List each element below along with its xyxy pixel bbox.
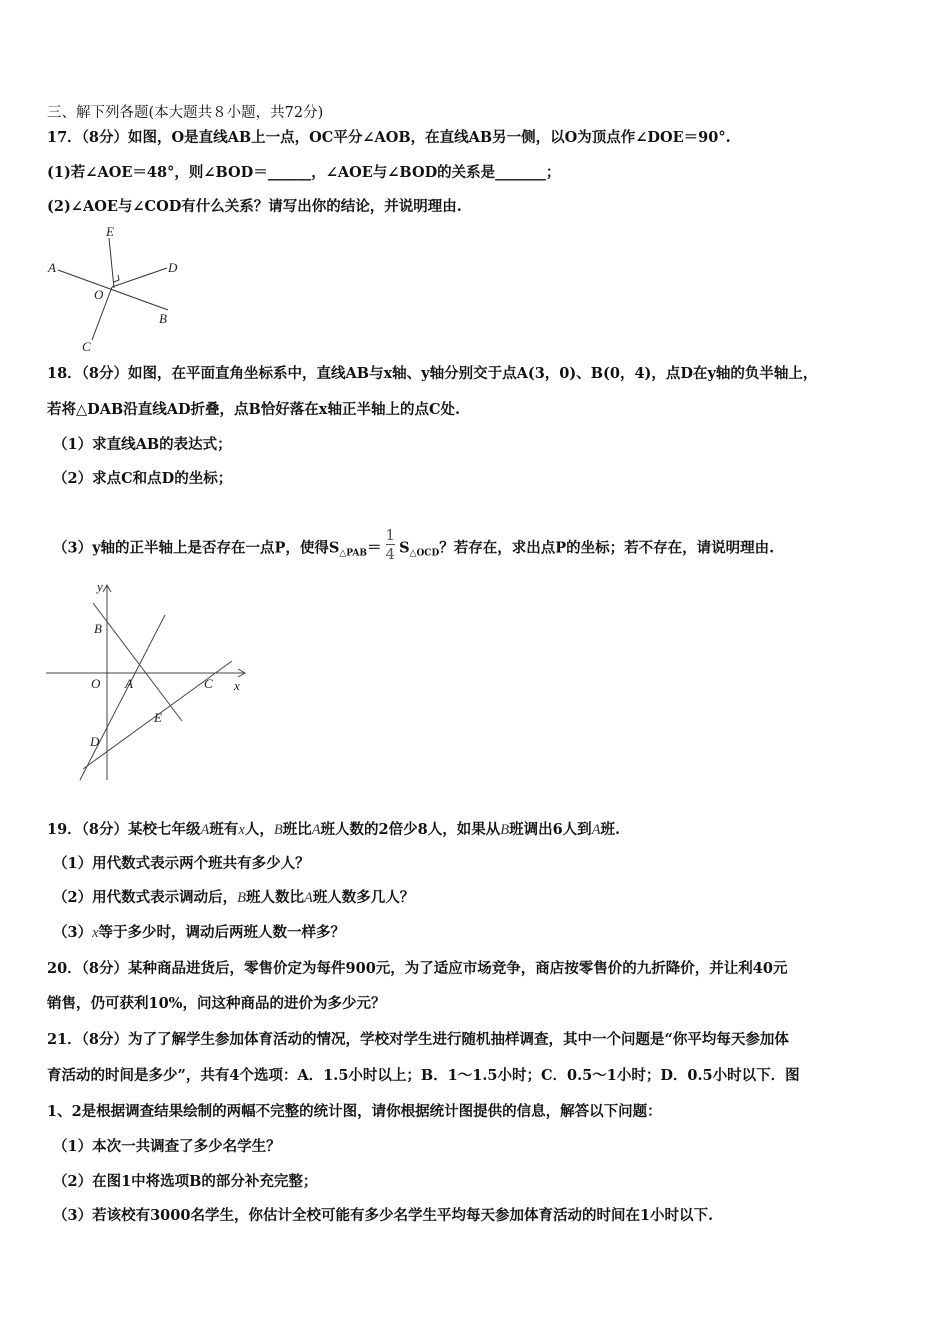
q21-part3: （3）若该校有3000名学生，你估计全校可能有多少名学生平均每天参加体育活动的时间在1小时以下. [53, 1207, 714, 1224]
q20-line2: 销售，仍可获利10%，问这种商品的进价为多少元？ [47, 995, 386, 1012]
q19-p2b: 班人数比 [245, 889, 304, 906]
q18-stem-line1: 18．（8分）如图，在平面直角坐标系中，直线AB与x轴、y轴分别交于点A(3，0)、B(0，4)，点D在y轴的负半轴上， [47, 365, 818, 382]
label-o: O [94, 287, 104, 302]
q18-eq: ＝ [367, 539, 382, 557]
q19-s1: 19．（8分）某校七年级 [47, 821, 201, 838]
right-angle-mark [114, 275, 119, 282]
q19-stem [47, 821, 620, 839]
q19-s5: 班人数的2倍少8人，如果从 [320, 821, 501, 838]
q21-line2: 育活动的时间是多少”，共有4个选项：A．1.5小时以上；B．1～1.5小时；C．0.5～1小时；D．0.5小时以下．图 [47, 1067, 800, 1084]
q18-part3-before: （3）y轴的正半轴上是否存在一点P，使得S [53, 539, 340, 557]
q17-part1: (1)若∠AOE＝48°，则∠BOD＝______，∠AOE与∠BOD的关系是_______； [47, 164, 561, 181]
q19-s4: 班比 [282, 821, 312, 838]
var-b: B [500, 822, 510, 838]
q19-p3b: 等于多少时，调动后两班人数一样多？ [98, 924, 346, 941]
q20-line1: 20．（8分）某种商品进货后，零售价定为每件900元，为了适应市场竞争，商店按零售价的九折降价，并让利40元 [47, 960, 788, 977]
label-b: B [159, 311, 167, 326]
q19-s2: 班有 [209, 821, 239, 838]
q19-s3: 人， [244, 821, 274, 838]
ray-oe [109, 238, 114, 288]
q17-figure [40, 222, 190, 357]
q19-s7: 班. [600, 821, 621, 838]
q18-part3 [53, 526, 775, 567]
line-ad [80, 615, 165, 780]
label-x: x [234, 678, 240, 693]
var-x: x [238, 822, 245, 838]
q18-part3-after: ？若存在，求出点P的坐标；若不存在，请说明理由. [439, 539, 775, 557]
q17-stem: 17．（8分）如图，O是直线AB上一点，OC平分∠AOB，在直线AB另一侧，以O为顶点作∠DOE＝90°. [47, 129, 731, 146]
var-x: x [92, 925, 99, 941]
q19-p3a: （3） [53, 924, 93, 941]
var-a: A [303, 890, 313, 906]
label-y: y [97, 579, 103, 594]
q18-s2: S [399, 539, 410, 557]
label-d: D [168, 260, 178, 275]
q21-part2: （2）在图1中将选项B的部分补充完整； [53, 1173, 318, 1190]
q18-part2: （2）求点C和点D的坐标； [53, 470, 233, 487]
q18-figure [40, 575, 255, 790]
q18-stem-line2: 若将△DAB沿直线AD折叠，点B恰好落在x轴正半轴上的点C处. [47, 401, 461, 418]
q18-part1: （1）求直线AB的表达式； [53, 436, 232, 453]
q21-line3: 1、2是根据调查结果绘制的两幅不完整的统计图，请你根据统计图提供的信息，解答以下问题： [47, 1103, 662, 1120]
q19-part1: （1）用代数式表示两个班共有多少人？ [53, 855, 310, 872]
q18-sub-ocd: △OCD [409, 548, 440, 559]
label-c: C [82, 339, 91, 354]
section-title: 三、解下列各题(本大题共８小题，共72分) [47, 105, 324, 121]
label-d: D [90, 734, 100, 749]
q18-sub-pab: △PAB [339, 548, 368, 559]
label-e: E [106, 224, 114, 239]
var-a: A [311, 822, 321, 838]
q21-part1: （1）本次一共调查了多少名学生？ [53, 1138, 281, 1155]
q17-part2: (2)∠AOE与∠COD有什么关系？请写出你的结论，并说明理由. [47, 198, 462, 215]
q19-p2c: 班人数多几人？ [312, 889, 415, 906]
frac-denominator: 4 [385, 545, 396, 563]
var-a: A [591, 822, 601, 838]
label-b: B [94, 621, 102, 636]
ray-od [112, 268, 167, 287]
q19-s6: 班调出6人到 [509, 821, 592, 838]
line-ab [93, 603, 182, 721]
label-o: O [91, 676, 101, 691]
label-e: E [154, 710, 162, 725]
label-a: A [125, 676, 133, 691]
var-b: B [273, 822, 283, 838]
q21-line1: 21．（8分）为了了解学生参加体育活动的情况，学校对学生进行随机抽样调查，其中一个问题是“你平均每天参加体 [47, 1031, 789, 1048]
frac-numerator: 1 [385, 526, 396, 544]
label-a: A [48, 260, 56, 275]
label-c: C [204, 676, 213, 691]
q19-part3 [53, 924, 345, 942]
q18-fraction [386, 526, 396, 563]
q19-part2 [53, 889, 414, 907]
var-a: A [200, 822, 210, 838]
q19-p2a: （2）用代数式表示调动后， [53, 889, 238, 906]
var-b: B [237, 890, 246, 906]
